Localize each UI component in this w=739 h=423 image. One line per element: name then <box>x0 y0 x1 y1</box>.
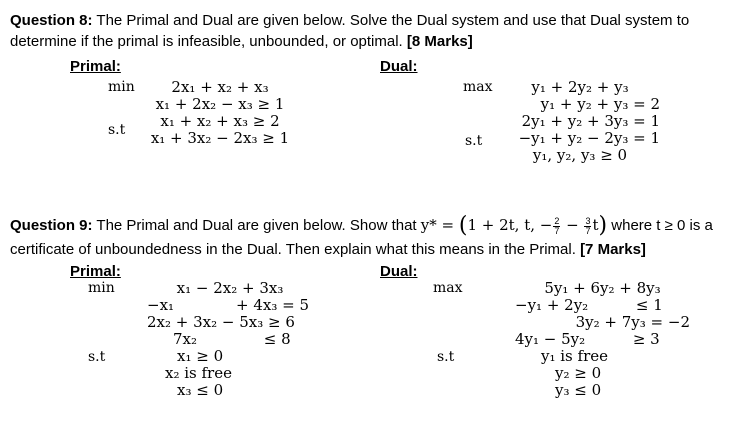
q8-primal-system <box>150 79 290 147</box>
q9-primal-st: s.t <box>88 349 106 365</box>
q9-text-1-post: where t ≥ 0 is a <box>607 217 713 234</box>
q8-text-1: The Primal and Dual are given below. Solve the Dual system and use that Dual system to <box>92 12 690 29</box>
q8-marks: [8 Marks] <box>406 33 473 50</box>
q9-dual-constraint-1: −y₁ + 2y₂ ≤ 1 <box>515 296 663 314</box>
q8-dual-constraint-3: −y₁ + y₂ − 2y₃ = 1 <box>518 129 660 147</box>
q8-primal-constraint-2: x₁ + x₂ + x₃ ≥ 2 <box>160 112 280 130</box>
q9-primal-objective: x₁ − 2x₂ + 3x₃ <box>176 279 284 297</box>
q9-vec-b: − <box>561 216 584 234</box>
q9-dual-st: s.t <box>437 349 455 365</box>
q9-primal-constraint-2: 2x₂ + 3x₂ − 5x₃ ≥ 6 <box>147 313 295 331</box>
q9-dual-constraint-5: y₂ ≥ 0 <box>555 364 602 382</box>
q8-dual-objective: y₁ + 2y₂ + y₃ <box>531 78 629 96</box>
q9-paren-close: ) <box>598 213 608 239</box>
q9-vec-c: t <box>592 216 599 234</box>
q9-dual-constraint-4: y₁ is free <box>541 347 608 365</box>
q8-title: Question 8: <box>10 12 93 29</box>
q9-text-1: The Primal and Dual are given below. Show that <box>92 217 421 234</box>
q9-dual-label: Dual: <box>380 263 418 280</box>
q9-frac-2-num: 3 <box>585 215 591 226</box>
q9-primal-min: min <box>88 280 115 296</box>
q9-marks: [7 Marks] <box>580 241 646 258</box>
q9-primal-constraint-4: x₁ ≥ 0 <box>177 347 224 365</box>
q8-dual-max: max <box>463 79 493 95</box>
q9-vec-a: 1 + 2t, t, − <box>467 216 553 234</box>
q9-line-1 <box>10 212 713 239</box>
q9-paren-open: ( <box>458 213 468 239</box>
q9-dual-constraint-2: 3y₂ + 7y₃ = −2 <box>575 313 690 331</box>
q9-dual-constraint-6: y₃ ≤ 0 <box>555 381 602 399</box>
q8-dual-constraint-1: y₁ + y₂ + y₃ = 2 <box>540 95 660 113</box>
q8-dual-nonneg: y₁, y₂, y₃ ≥ 0 <box>532 146 628 164</box>
q9-frac-1 <box>553 217 560 236</box>
q8-text-2: determine if the primal is infeasible, unbounded, or optimal. <box>10 33 407 50</box>
q9-primal-constraint-3: 7x₂ ≤ 8 <box>173 330 291 348</box>
q9-primal-system <box>145 280 315 399</box>
q8-primal-st: s.t <box>108 122 126 138</box>
q9-frac-2 <box>584 217 591 236</box>
q9-frac-1-num: 2 <box>554 215 560 226</box>
q9-line-2 <box>10 241 646 259</box>
q9-text-2: certificate of unboundedness in the Dual. Then explain what this means in the Primal. <box>10 241 581 258</box>
q8-primal-min: min <box>108 79 135 95</box>
q8-dual-label: Dual: <box>380 58 418 75</box>
q9-dual-constraint-3: 4y₁ − 5y₂ ≥ 3 <box>515 330 660 348</box>
q8-line-2 <box>10 33 473 51</box>
q9-dual-system <box>515 280 690 399</box>
q9-frac-2-den: 7 <box>585 225 591 236</box>
q9-dual-objective: 5y₁ + 6y₂ + 8y₃ <box>544 279 661 297</box>
q9-primal-label: Primal: <box>70 263 121 280</box>
q9-primal-constraint-6: x₃ ≤ 0 <box>177 381 224 399</box>
q8-line-1 <box>10 12 689 30</box>
q9-primal-constraint-1: −x₁ + 4x₃ = 5 <box>147 296 310 314</box>
q8-dual-constraint-2: 2y₁ + y₂ + 3y₃ = 1 <box>521 112 660 130</box>
q9-dual-max: max <box>433 280 463 296</box>
q9-frac-1-den: 7 <box>554 225 560 236</box>
q8-primal-label: Primal: <box>70 58 121 75</box>
q9-title: Question 9: <box>10 217 93 234</box>
q8-primal-constraint-3: x₁ + 3x₂ − 2x₃ ≥ 1 <box>150 129 290 147</box>
q8-dual-system <box>500 79 660 164</box>
q9-ystar: y* = <box>420 216 459 234</box>
q9-primal-constraint-5: x₂ is free <box>165 364 232 382</box>
q8-primal-constraint-1: x₁ + 2x₂ − x₃ ≥ 1 <box>155 95 285 113</box>
q8-primal-objective: 2x₁ + x₂ + x₃ <box>171 78 269 96</box>
q8-dual-st: s.t <box>465 133 483 149</box>
